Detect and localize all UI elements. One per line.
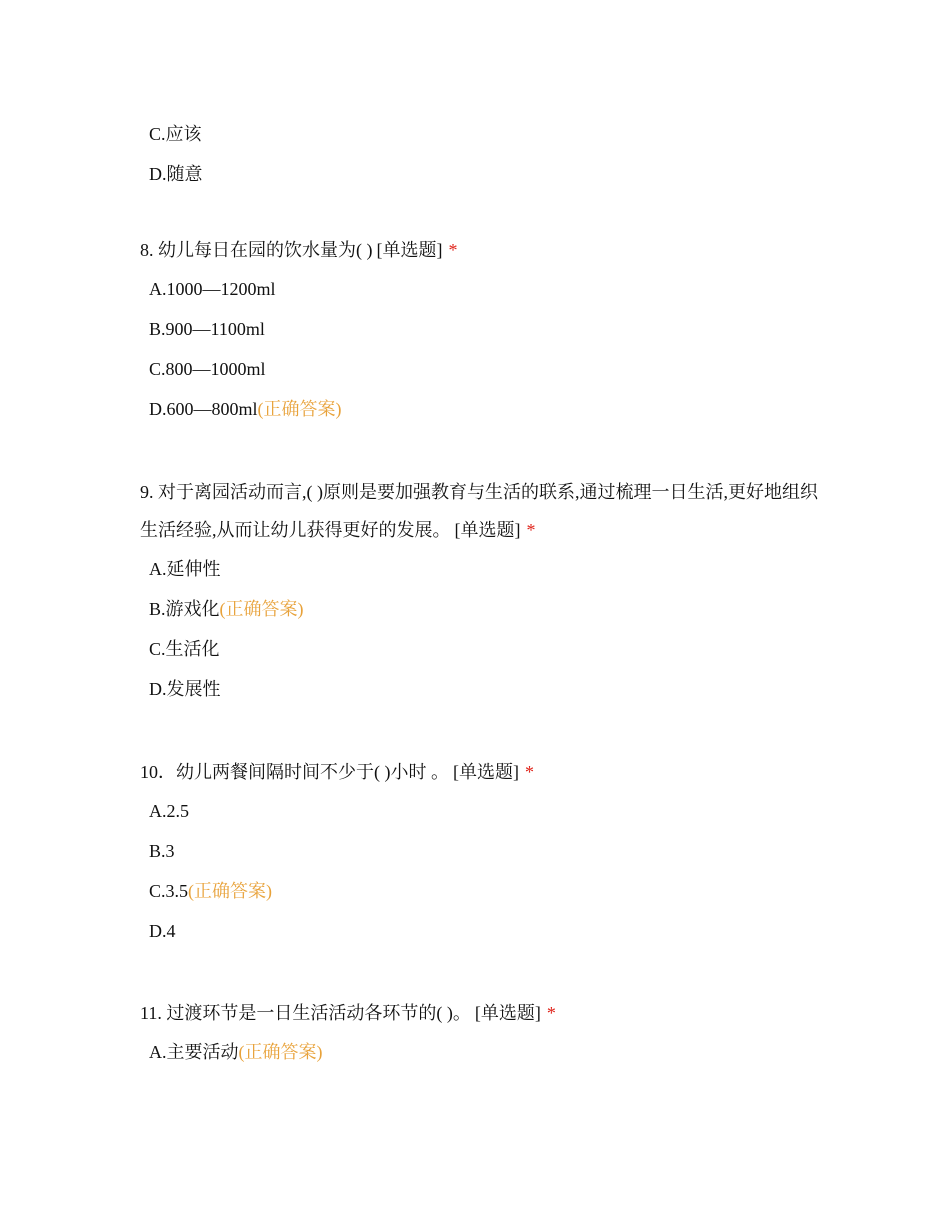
correct-answer-tag: (正确答案)	[257, 399, 342, 419]
option-item	[149, 317, 820, 357]
question-text	[140, 994, 820, 1032]
option-label: A.1000—1200ml	[149, 279, 276, 299]
option-item	[149, 557, 820, 597]
option-label: C.应该	[149, 124, 202, 144]
option-label: D.4	[149, 921, 176, 941]
required-mark: *	[525, 762, 534, 782]
option-label: D.随意	[149, 164, 203, 184]
question-stem: 9. 对于离园活动而言,( )原则是要加强教育与生活的联系,通过梳理一日生活,更好地组织生活经验,从而让幼儿获得更好的发展。	[140, 482, 818, 540]
option-label: C.生活化	[149, 639, 220, 659]
question-text	[140, 473, 820, 549]
option-item	[149, 1040, 820, 1080]
option-item	[149, 839, 820, 879]
option-item	[149, 799, 820, 839]
question-type: [单选题]	[474, 1003, 541, 1023]
option-item	[149, 162, 203, 202]
required-mark: *	[526, 520, 536, 540]
option-item	[149, 677, 820, 717]
option-label: A.主要活动	[149, 1042, 239, 1062]
option-item	[149, 357, 820, 397]
option-item	[149, 879, 820, 919]
option-item	[149, 397, 820, 437]
question-8	[140, 231, 820, 437]
option-item	[149, 277, 820, 317]
option-item	[149, 122, 203, 162]
question-stem: 11. 过渡环节是一日生活活动各环节的( )。	[140, 1003, 471, 1023]
question-type: [单选题]	[453, 762, 519, 782]
option-item	[149, 597, 820, 637]
question-text	[140, 753, 820, 791]
option-label: D.发展性	[149, 679, 221, 699]
option-label: C.800—1000ml	[149, 359, 266, 379]
question-text	[140, 231, 820, 269]
carryover-options	[149, 122, 203, 202]
question-9	[140, 473, 820, 717]
option-label: C.3.5	[149, 881, 189, 901]
options-list	[149, 557, 820, 717]
option-label: B.3	[149, 841, 175, 861]
required-mark: *	[546, 1003, 556, 1023]
question-stem: 8. 幼儿每日在园的饮水量为( )	[140, 240, 373, 260]
correct-answer-tag: (正确答案)	[188, 881, 273, 901]
question-11	[140, 994, 820, 1080]
options-list	[149, 277, 820, 437]
options-list	[149, 799, 820, 959]
option-label: B.900—1100ml	[149, 319, 265, 339]
question-10	[140, 753, 820, 959]
required-mark: *	[448, 240, 458, 260]
correct-answer-tag: (正确答案)	[238, 1042, 323, 1062]
option-item	[149, 637, 820, 677]
option-label: A.延伸性	[149, 559, 221, 579]
option-label: D.600—800ml	[149, 399, 258, 419]
question-type: [单选题]	[376, 240, 443, 260]
options-list	[149, 1040, 820, 1080]
question-stem: 10．幼儿两餐间隔时间不少于( )小时 。	[140, 762, 449, 782]
correct-answer-tag: (正确答案)	[219, 599, 304, 619]
option-label: A.2.5	[149, 801, 189, 821]
option-item	[149, 919, 820, 959]
question-type: [单选题]	[454, 520, 521, 540]
option-label: B.游戏化	[149, 599, 220, 619]
